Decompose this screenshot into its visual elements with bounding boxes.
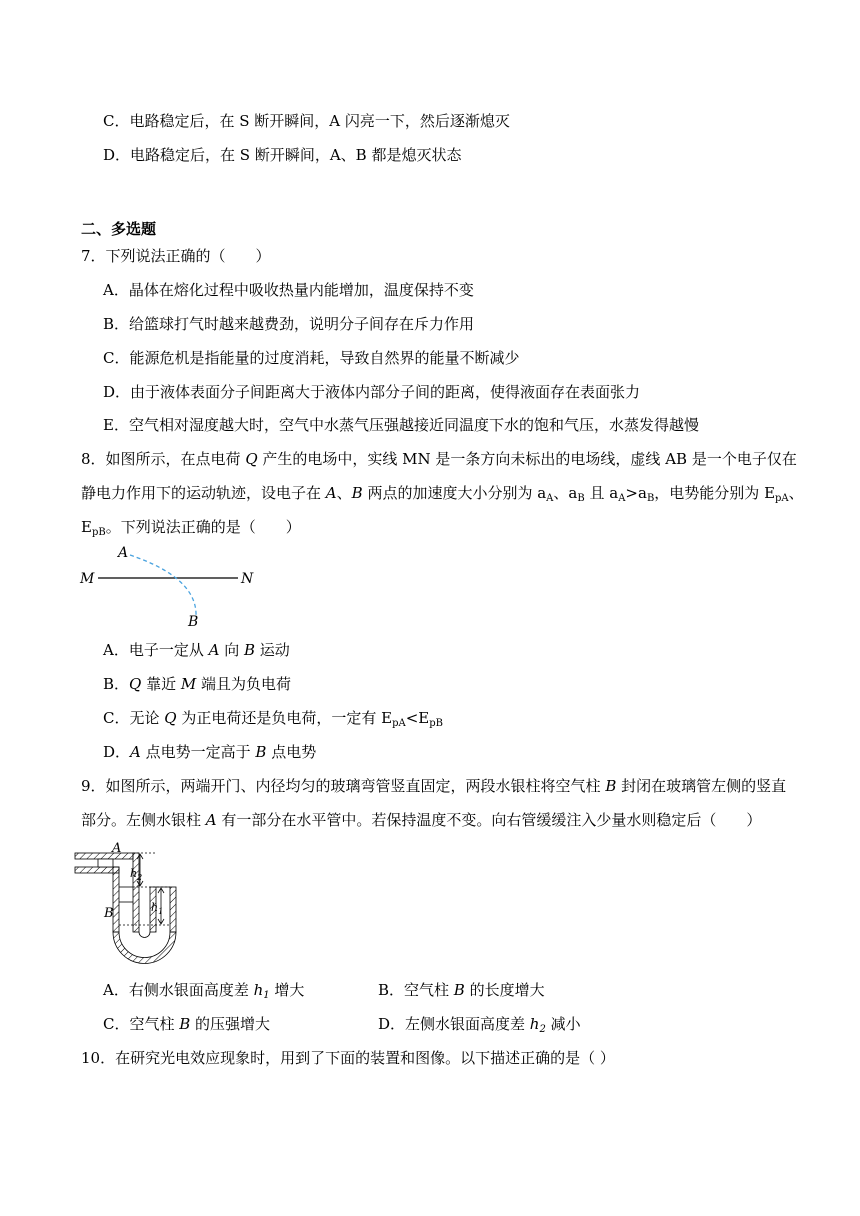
label-m: M [80, 571, 95, 587]
question9-line1: 9．如图所示，两端开门、内径均匀的玻璃弯管竖直固定，两段水银柱将空气柱 B 封闭在玻璃管左侧的竖直 [81, 777, 787, 795]
question9-option-b: B．空气柱 B 的长度增大 [378, 981, 545, 999]
label-h2: $h_2$ [130, 867, 143, 882]
tube-top-wall [75, 853, 133, 859]
label-b: B [188, 614, 199, 630]
question7-option-a: A．晶体在熔化过程中吸收热量内能增加，温度保持不变 [103, 281, 474, 299]
question9-figure [70, 840, 195, 970]
question7-stem: 7．下列说法正确的（ ） [81, 247, 271, 265]
question8-line1: 8．如图所示，在点电荷 Q 产生的电场中，实线 MN 是一条方向未标出的电场线，虚线 AB 是一个电子仅在 [81, 450, 797, 468]
left-outer-wall [113, 867, 119, 932]
right-outer-wall [170, 887, 176, 932]
question7-option-d: D．由于液体表面分子间距离大于液体内部分子间的距离，使得液面存在表面张力 [103, 383, 641, 401]
label-b: B [104, 906, 114, 921]
question9-option-c: C．空气柱 B 的压强增大 [103, 1015, 271, 1033]
question6-option-d: D．电路稳定后，在 S 断开瞬间，A、B 都是熄灭状态 [103, 146, 462, 164]
question8-option-b: B．Q 靠近 M 端且为负电荷 [103, 675, 292, 693]
label-h1: $h_1$ [151, 901, 164, 916]
u-bottom-wall [113, 932, 176, 964]
question8-option-c: C．无论 Q 为正电荷还是负电荷，一定有 $E_{pA}<E_{pB}$ [103, 709, 443, 729]
question9-option-a: A．右侧水银面高度差 $h_1$ 增大 [103, 981, 305, 1001]
question7-option-b: B．给篮球打气时越来越费劲，说明分子间存在斥力作用 [103, 315, 475, 333]
question9-line2: 部分。左侧水银柱 A 有一部分在水平管中。若保持温度不变。向右管缓缓注入少量水则稳定后（ ） [81, 811, 762, 829]
question7-option-c: C．能源危机是指能量的过度消耗，导致自然界的能量不断减少 [103, 349, 520, 367]
question9-option-d: D．左侧水银面高度差 $h_2$ 减小 [378, 1015, 581, 1035]
question10-stem: 10．在研究光电效应现象时，用到了下面的装置和图像。以下描述正确的是（ ） [81, 1049, 615, 1067]
question8-line3: $E_{pB}$。下列说法正确的是（ ） [81, 518, 301, 538]
tube-bottom-wall [75, 867, 119, 873]
trajectory-ab [130, 555, 196, 617]
mercury-column-a [98, 859, 113, 867]
label-n: N [241, 571, 254, 587]
question6-option-c: C．电路稳定后，在 S 断开瞬间，A 闪亮一下，然后逐渐熄灭 [103, 112, 510, 130]
section-title: 二、多选题 [81, 220, 157, 238]
question8-line2: 静电力作用下的运动轨迹，设电子在 A、B 两点的加速度大小分别为 $a_A$、$a_B$ 且 $a_A>a_B$，电势能分别为 $E_{pA}$、 [81, 484, 804, 504]
question8-option-a: A．电子一定从 A 向 B 运动 [103, 641, 290, 659]
question8-option-d: D．A 点电势一定高于 B 点电势 [103, 743, 317, 761]
question8-figure [78, 542, 268, 632]
label-a: A [112, 841, 122, 856]
left-inner-wall [133, 853, 139, 932]
question7-option-e: E．空气相对湿度越大时，空气中水蒸气压强越接近同温度下水的饱和气压，水蒸发得越慢 [103, 416, 699, 434]
label-a: A [118, 545, 129, 561]
